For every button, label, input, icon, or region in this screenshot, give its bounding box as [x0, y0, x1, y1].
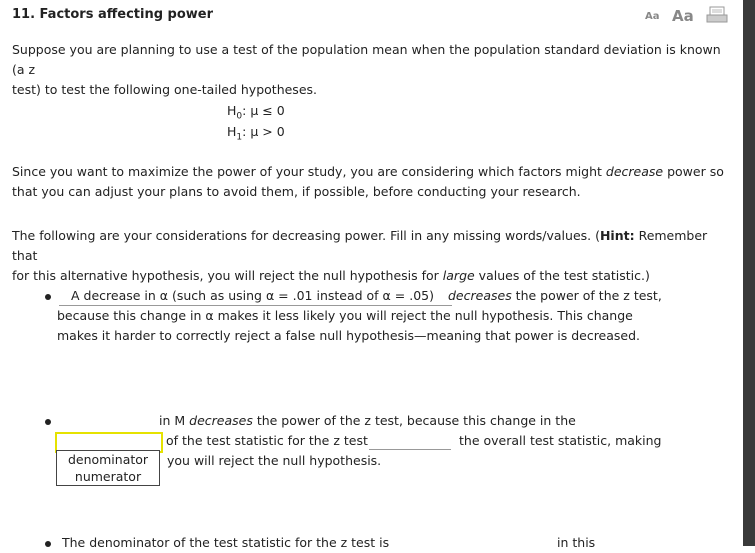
item2-text-line1: in M decreases the power of the z test, because this change in the [159, 413, 576, 428]
decrease-font-button[interactable]: Aa [645, 11, 660, 22]
increase-font-button[interactable]: Aa [672, 7, 694, 25]
item1-answer-dropdown[interactable]: A decrease in α (such as using α = .01 instead of α = .05) [59, 287, 452, 306]
alternative-hypothesis: $H_1$: μ > 0 [227, 124, 285, 143]
item2-text-line3: you will reject the null hypothesis. [167, 453, 382, 468]
scrollbar[interactable] [743, 0, 755, 546]
item2-dropdown-menu[interactable] [56, 450, 160, 486]
item1-text-line1: decreases the power of the z test, [448, 288, 662, 303]
item3-text-end: in this [557, 535, 596, 550]
item2-text-line2b: the overall test statistic, making [459, 433, 662, 448]
null-hypothesis: $H_0$: μ ≤ 0 [227, 103, 285, 122]
intro-paragraph: Suppose you are planning to use a test of the population mean when the population standard deviation is known (a z test) to test the following one-tailed hypotheses. [12, 42, 721, 97]
dropdown-option-numerator[interactable]: numerator [74, 469, 142, 484]
bullet-2 [45, 419, 51, 425]
item2-text-line2: of the test statistic for the z test [166, 433, 368, 448]
item1-text-line3: makes it harder to correctly reject a false null hypothesis—meaning that power is decreased. [57, 328, 641, 343]
item2-blank-2[interactable] [369, 449, 451, 450]
bullet-3 [45, 541, 51, 547]
item3-text: The denominator of the test statistic for the z test is [62, 535, 390, 550]
print-icon[interactable] [706, 6, 728, 24]
item1-text-line2: because this change in α makes it less likely you will reject the null hypothesis. This change [57, 308, 633, 323]
power-paragraph: Since you want to maximize the power of your study, you are considering which factors might decrease power so that you can adjust your plans to avoid them, if possible, before conducting your research. [12, 164, 724, 199]
bullet-1 [45, 294, 51, 300]
question-title: 11. Factors affecting power [12, 7, 214, 22]
dropdown-option-denominator[interactable]: denominator [67, 452, 149, 467]
instructions-paragraph: The following are your considerations for decreasing power. Fill in any missing words/values. (Hint: Remember that for this alternative hypothesis, you will reject the null hypothesis for large values of the test statistic.) [12, 228, 708, 283]
